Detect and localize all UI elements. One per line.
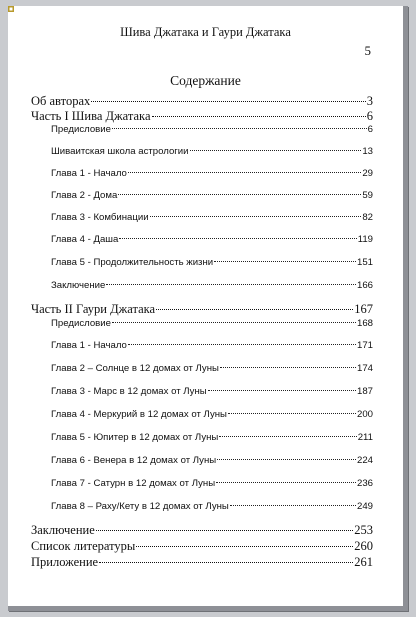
toc-entry-page: 211 [357, 432, 373, 443]
toc-entry-label: Предисловие [51, 124, 111, 135]
toc-entry-page: 6 [367, 124, 373, 135]
toc-entry-page: 167 [354, 302, 373, 316]
toc-entry[interactable] [31, 523, 373, 538]
toc-entry[interactable] [31, 432, 373, 443]
toc-entry-page: 3 [366, 94, 373, 108]
toc-entry-page: 151 [356, 257, 373, 268]
toc-entry-page: 249 [356, 501, 373, 512]
toc-entry[interactable] [31, 146, 373, 157]
toc-entry-page: 200 [356, 409, 373, 420]
dot-leader [217, 458, 356, 460]
toc-entry[interactable] [31, 478, 373, 489]
toc-entry[interactable] [31, 94, 373, 109]
toc-entry[interactable] [31, 455, 373, 466]
dot-leader [208, 389, 356, 391]
toc-entry-page: 174 [356, 363, 373, 374]
dot-leader [230, 504, 356, 506]
toc-entry-page: 224 [356, 455, 373, 466]
toc-entry-label: Глава 4 - Меркурий в 12 домах от Луны [51, 409, 227, 420]
toc-entry-label: Глава 3 - Марс в 12 домах от Луны [51, 386, 207, 397]
toc-entry[interactable] [31, 539, 373, 554]
toc-entry-label: Глава 2 - Дома [51, 190, 118, 201]
toc-entry[interactable] [31, 501, 373, 512]
toc-entry[interactable] [31, 409, 373, 420]
toc-entry[interactable] [31, 168, 373, 179]
dot-leader [220, 366, 356, 368]
running-header: Шива Джатака и Гаури Джатака [120, 25, 291, 39]
dot-leader [214, 260, 356, 262]
dot-leader [219, 435, 356, 437]
toc-entry-label: Глава 7 - Сатурн в 12 домах от Луны [51, 478, 216, 489]
toc-entry[interactable] [31, 280, 373, 291]
toc-entry[interactable] [31, 363, 373, 374]
page-number: 5 [364, 43, 371, 58]
toc-entry-page: 171 [356, 340, 373, 351]
toc-entry-label: Заключение [51, 280, 106, 291]
dot-leader [228, 412, 356, 414]
dot-leader [112, 127, 367, 129]
dot-leader [119, 237, 356, 239]
toc-entry-page: 261 [354, 555, 373, 569]
toc-entry-label: Глава 5 - Юпитер в 12 домах от Луны [51, 432, 219, 443]
toc-entry-page: 13 [362, 146, 373, 157]
toc-entry-label: Глава 4 - Даша [51, 234, 119, 245]
toc-entry[interactable] [31, 302, 373, 317]
dot-leader [150, 215, 362, 217]
toc-entry[interactable] [31, 318, 373, 329]
toc-entry-label: Глава 6 - Венера в 12 домах от Луны [51, 455, 217, 466]
document-page [8, 6, 408, 611]
toc-entry-page: 168 [356, 318, 373, 329]
toc-entry-label: Глава 1 - Начало [51, 168, 127, 179]
toc-entry-label: Список литературы [31, 539, 136, 553]
toc-entry-label: Шиваитская школа астрологии [51, 146, 189, 157]
toc-entry-page: 166 [356, 280, 373, 291]
toc-entry-label: Глава 3 - Комбинации [51, 212, 149, 223]
toc-entry-label: Об авторах [31, 94, 91, 108]
dot-leader [118, 193, 361, 195]
dot-leader [96, 529, 354, 531]
toc-entry[interactable] [31, 124, 373, 135]
toc-entry-label: Заключение [31, 523, 95, 537]
dot-leader [112, 321, 356, 323]
dot-leader [190, 149, 362, 151]
toc-title: Содержание [170, 73, 241, 88]
toc-entry-page: 6 [366, 109, 373, 123]
toc-entry-label: Предисловие [51, 318, 111, 329]
toc-entry[interactable] [31, 386, 373, 397]
toc-entry-page: 59 [362, 190, 373, 201]
toc-entry[interactable] [31, 555, 373, 570]
toc-entry-label: Часть I Шива Джатака [31, 109, 151, 123]
toc-entry-label: Глава 8 – Раху/Кету в 12 домах от Луны [51, 501, 229, 512]
toc-entry[interactable] [31, 212, 373, 223]
toc-entry-page: 236 [356, 478, 373, 489]
dot-leader [156, 308, 353, 310]
dot-leader [91, 100, 366, 102]
cursor-marker-icon [8, 6, 14, 12]
toc-entry-page: 82 [362, 212, 373, 223]
toc-entry-label: Глава 5 - Продолжительность жизни [51, 257, 214, 268]
toc-entry[interactable] [31, 109, 373, 124]
dot-leader [128, 343, 356, 345]
dot-leader [106, 283, 356, 285]
dot-leader [128, 171, 361, 173]
toc-entry-page: 253 [354, 523, 373, 537]
toc-entry[interactable] [31, 190, 373, 201]
toc-entry-page: 119 [357, 234, 373, 245]
toc-entry-label: Часть II Гаури Джатака [31, 302, 156, 316]
dot-leader [136, 545, 353, 547]
toc-entry-page: 29 [362, 168, 373, 179]
dot-leader [152, 115, 366, 117]
toc-entry-page: 187 [356, 386, 373, 397]
toc-entry[interactable] [31, 340, 373, 351]
dot-leader [99, 561, 353, 563]
toc-entry-label: Глава 1 - Начало [51, 340, 127, 351]
toc-entry-label: Приложение [31, 555, 99, 569]
dot-leader [216, 481, 356, 483]
toc-entry-label: Глава 2 – Солнце в 12 домах от Луны [51, 363, 219, 374]
toc-entry[interactable] [31, 234, 373, 245]
toc-entry[interactable] [31, 257, 373, 268]
toc-entry-page: 260 [354, 539, 373, 553]
